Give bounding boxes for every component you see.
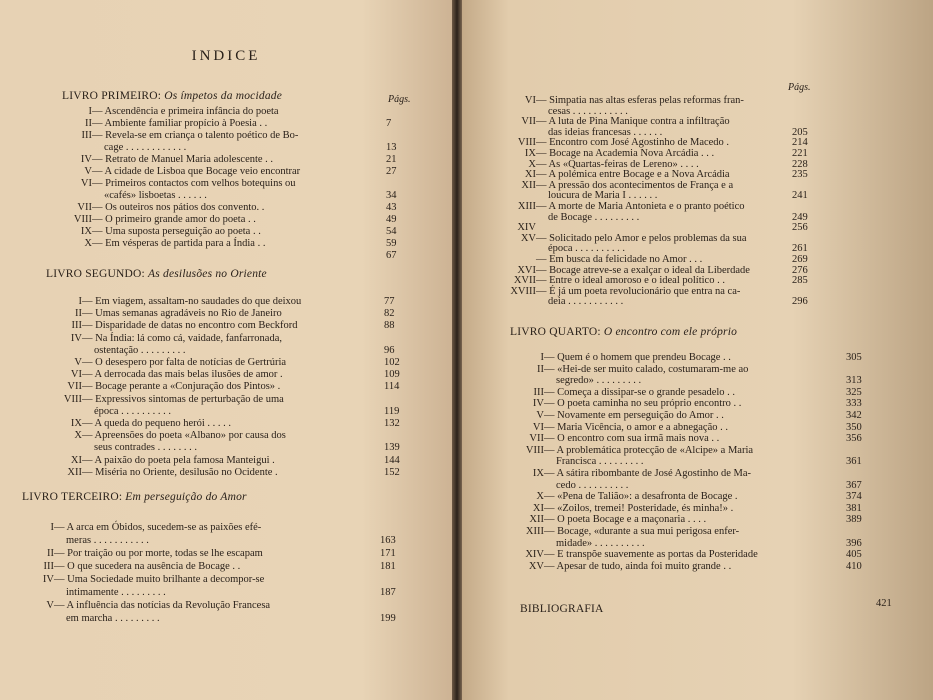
toc-entry-page: 132 bbox=[384, 418, 400, 429]
toc-entry-number: II bbox=[85, 118, 92, 129]
toc-entry-page: 221 bbox=[792, 148, 808, 159]
book1-subtitle: Os ímpetos da mocidade bbox=[164, 90, 283, 102]
toc-entry-number: VIII bbox=[525, 444, 544, 456]
toc-entry bbox=[492, 502, 862, 515]
toc-entry-title: — A derrocada das mais belas ilusões de amor . bbox=[82, 369, 283, 381]
toc-entry bbox=[484, 285, 808, 308]
toc-entry bbox=[54, 250, 397, 262]
pages-label-left: Págs. bbox=[388, 94, 411, 105]
toc-entry-title: — Encontro com José Agostinho de Macedo . bbox=[536, 137, 730, 149]
toc-entry-title: — Retrato de Manuel Maria adolescente . . bbox=[92, 154, 274, 165]
book3-subtitle: Em perseguição do Amor bbox=[125, 491, 247, 503]
toc-entry-page: 171 bbox=[380, 548, 396, 559]
book2-heading bbox=[46, 268, 267, 280]
toc-entry bbox=[44, 393, 400, 418]
index-title: INDICE bbox=[191, 48, 261, 64]
toc-entry-number: IX bbox=[524, 148, 536, 159]
toc-entry-title: — O que sucedera na ausência de Bocage . . bbox=[54, 561, 241, 572]
toc-entry-page: 21 bbox=[386, 154, 397, 165]
toc-entry bbox=[44, 296, 395, 308]
toc-entry-title: — É já um poeta revolucionário que entra na ca- bbox=[536, 285, 741, 297]
toc-entry-number: XI bbox=[524, 169, 536, 181]
toc-entry-number: III bbox=[533, 386, 544, 398]
toc-entry-page: 54 bbox=[386, 226, 397, 237]
toc-entry-title: — Revela-se em criança o talento poético de Bo- bbox=[92, 130, 299, 141]
toc-entry-continuation: época . . . . . . . . . . bbox=[548, 243, 625, 255]
toc-entry bbox=[20, 560, 396, 573]
toc-entry-page: 285 bbox=[792, 275, 808, 287]
toc-entry-page: 43 bbox=[386, 202, 397, 213]
toc-entry bbox=[492, 386, 862, 399]
toc-entry-page: 313 bbox=[846, 375, 862, 387]
toc-entry bbox=[44, 320, 395, 332]
toc-entry-title: — A queda do pequeno herói . . . . . bbox=[82, 418, 232, 429]
toc-entry-title: — «Hei-de ser muito calado, costumaram-me ao bbox=[544, 363, 749, 375]
toc-entry bbox=[20, 599, 396, 625]
toc-entry-number: XIV bbox=[525, 549, 544, 561]
toc-entry-title: — Em busca da felicidade no Amor . . . bbox=[536, 254, 703, 265]
toc-entry-number: VI bbox=[532, 421, 544, 433]
toc-entry bbox=[44, 308, 395, 320]
toc-entry-page: 381 bbox=[846, 502, 862, 514]
toc-entry-title: — Simpatia nas altas esferas pelas reformas fran- bbox=[536, 95, 744, 106]
toc-entry-title: — «Pena de Talião»: a desafronta de Bocage . bbox=[544, 491, 738, 503]
toc-entry-title: — Bocage, «durante a sua mui perigosa enfer- bbox=[544, 526, 740, 537]
toc-entry bbox=[54, 202, 397, 214]
toc-entry-page: 181 bbox=[380, 561, 396, 572]
toc-entry-title: — Apreensões do poeta «Albano» por causa dos bbox=[82, 430, 286, 442]
toc-entry-title: — A paixão do poeta pela famosa Manteigui . bbox=[82, 454, 275, 466]
toc-entry-continuation: época . . . . . . . . . . bbox=[94, 405, 171, 417]
toc-entry-page: 77 bbox=[384, 296, 395, 307]
book-gutter bbox=[452, 0, 462, 700]
toc-entry-number: V bbox=[74, 357, 82, 368]
toc-entry-number: X bbox=[84, 238, 92, 249]
toc-entry bbox=[44, 357, 400, 369]
toc-entry-number: XI bbox=[70, 454, 82, 466]
toc-entry-page: 367 bbox=[846, 479, 862, 491]
toc-entry bbox=[484, 201, 808, 223]
toc-entry-number: V bbox=[84, 166, 92, 177]
toc-entry-title: — O encontro com sua irmã mais nova . . bbox=[544, 433, 720, 445]
toc-entry bbox=[44, 418, 400, 430]
toc-entry-title: — As «Quartas-feiras de Lereno» . . . . bbox=[536, 158, 699, 170]
toc-entry-title: — O poeta caminha no seu próprio encontro . . bbox=[544, 398, 742, 410]
toc-entry-page: 214 bbox=[792, 137, 808, 149]
toc-entry-page: 342 bbox=[846, 410, 862, 421]
toc-entry-page: 261 bbox=[792, 243, 808, 255]
toc-entry-page: 13 bbox=[386, 142, 397, 153]
toc-entry bbox=[54, 106, 279, 118]
toc-entry-title: — O desespero por falta de notícias de Gertrúria bbox=[82, 357, 287, 368]
toc-entry-title: — «Zoilos, tremei! Posteridade, és minha!» . bbox=[544, 502, 734, 514]
toc-entry-continuation: cedo . . . . . . . . . . bbox=[556, 479, 629, 491]
book4-subtitle: O encontro com ele próprio bbox=[603, 326, 738, 338]
toc-entry-page: 256 bbox=[792, 222, 808, 234]
toc-entry bbox=[44, 430, 400, 454]
toc-entry-page: 163 bbox=[380, 535, 396, 546]
toc-entry-title: — Miséria no Oriente, desilusão no Ocidente . bbox=[82, 466, 278, 478]
toc-entry-continuation: seus contrades . . . . . . . . bbox=[94, 442, 197, 454]
toc-entry bbox=[54, 166, 397, 178]
toc-entry-number: XV bbox=[520, 232, 536, 244]
book2-label: LIVRO SEGUNDO: bbox=[46, 268, 145, 280]
toc-entry bbox=[492, 363, 862, 387]
toc-entry-page: 119 bbox=[384, 405, 400, 417]
toc-entry bbox=[44, 466, 400, 479]
toc-entry-title: — A pressão dos acontecimentos de França e a bbox=[536, 179, 734, 191]
toc-entry bbox=[492, 560, 862, 573]
toc-entry-number: XII bbox=[67, 466, 82, 478]
toc-entry-page: 199 bbox=[380, 613, 396, 624]
toc-entry bbox=[44, 332, 395, 357]
toc-entry-number: V bbox=[46, 600, 54, 611]
book3-heading bbox=[22, 491, 247, 503]
book1-label: LIVRO PRIMEIRO: bbox=[62, 90, 162, 102]
toc-entry-page: 305 bbox=[846, 352, 862, 363]
toc-entry-page: 114 bbox=[384, 381, 400, 393]
toc-entry bbox=[492, 421, 862, 434]
toc-entry-title: — Quem é o homem que prendeu Bocage . . bbox=[544, 352, 731, 363]
book3-label: LIVRO TERCEIRO: bbox=[22, 491, 123, 503]
toc-entry-number: VI bbox=[524, 95, 536, 106]
toc-entry-number: X bbox=[536, 491, 544, 503]
toc-entry-title: — Na Índia: lá como cá, vaidade, fanfarronada, bbox=[82, 332, 282, 344]
toc-entry bbox=[44, 369, 400, 381]
toc-entry-continuation: «cafés» lisboetas . . . . . . bbox=[104, 190, 207, 201]
toc-entry-continuation: em marcha . . . . . . . . . bbox=[66, 613, 160, 624]
toc-entry-page: 34 bbox=[386, 190, 397, 201]
toc-entry-number: I bbox=[88, 106, 92, 117]
toc-entry-page: 235 bbox=[792, 169, 808, 181]
toc-entry bbox=[492, 352, 862, 364]
toc-entry bbox=[492, 444, 862, 468]
toc-entry bbox=[492, 410, 862, 422]
toc-entry-page: 410 bbox=[846, 560, 862, 572]
toc-entry-title: — E transpõe suavemente as portas da Posteridade bbox=[544, 549, 758, 561]
toc-entry-title: — Apesar de tudo, ainda foi muito grande . . bbox=[544, 560, 732, 572]
toc-entry-page: 389 bbox=[846, 514, 862, 526]
toc-entry-continuation: ostentação . . . . . . . . . bbox=[94, 344, 186, 356]
toc-entry-page: 361 bbox=[846, 456, 862, 468]
toc-entry-page: 152 bbox=[384, 466, 400, 478]
toc-entry bbox=[484, 96, 744, 117]
book4-label: LIVRO QUARTO: bbox=[510, 326, 601, 338]
toc-entry-title: — Entre o ideal amoroso e o ideal político . . bbox=[536, 275, 725, 287]
toc-entry-number: XVIII bbox=[510, 285, 536, 297]
toc-entry-number: VI bbox=[80, 178, 92, 189]
toc-entry-continuation: loucura de Maria I . . . . . . bbox=[548, 190, 658, 202]
toc-entry-number: IX bbox=[70, 418, 82, 429]
toc-entry bbox=[54, 118, 392, 130]
toc-entry-continuation: midade» . . . . . . . . . . bbox=[556, 537, 645, 549]
book1-heading bbox=[62, 90, 282, 102]
toc-entry-number: II bbox=[75, 308, 82, 320]
toc-entry-title: — A luta de Pina Manique contra a infiltração bbox=[536, 116, 730, 128]
bibliography-heading bbox=[520, 603, 604, 615]
toc-entry-title: — Novamente em perseguição do Amor . . bbox=[544, 410, 724, 421]
toc-entry-title: — Em vésperas de partida para a Índia . . bbox=[92, 238, 266, 249]
right-page bbox=[462, 0, 933, 700]
toc-entry-page: 205 bbox=[792, 126, 808, 138]
toc-entry-title: — O primeiro grande amor do poeta . . bbox=[92, 214, 256, 225]
toc-entry-number: IX bbox=[80, 226, 92, 237]
toc-entry-page: 241 bbox=[792, 190, 808, 202]
toc-entry-continuation: meras . . . . . . . . . . . bbox=[66, 535, 149, 546]
toc-entry-number: VIII bbox=[517, 137, 536, 149]
book4-heading bbox=[510, 326, 737, 338]
toc-entry-number: IV bbox=[70, 332, 82, 344]
toc-entry-title: — Solicitado pelo Amor e pelos problemas da sua bbox=[536, 232, 747, 244]
toc-entry-number: VII bbox=[529, 433, 544, 445]
toc-entry-page: 276 bbox=[792, 264, 808, 276]
toc-entry bbox=[492, 433, 862, 445]
toc-entry-title: — Os outeiros nos pátios dos convento. . bbox=[92, 202, 265, 213]
toc-entry-page: 49 bbox=[386, 214, 397, 225]
toc-entry-title: — Bocage atreve-se a exalçar o ideal da Liberdade bbox=[536, 264, 750, 276]
toc-entry-page: 325 bbox=[846, 386, 862, 398]
toc-entry-continuation: segredo» . . . . . . . . . bbox=[556, 375, 642, 387]
toc-entry-title: — Ascendência e primeira infância do poeta bbox=[92, 106, 279, 117]
toc-entry-page: 296 bbox=[792, 296, 808, 308]
toc-entry-title: — A sátira ribombante de José Agostinho de Ma- bbox=[544, 468, 752, 479]
toc-entry-number: XVI bbox=[517, 264, 536, 276]
toc-entry-page: 228 bbox=[792, 158, 808, 170]
toc-entry-page: 396 bbox=[846, 537, 862, 549]
toc-entry-continuation: intimamente . . . . . . . . . bbox=[66, 587, 166, 598]
bibliography-page: 421 bbox=[876, 598, 892, 609]
toc-entry-continuation: cesas . . . . . . . . . . . bbox=[548, 105, 628, 117]
toc-entry-title: — Umas semanas agradáveis no Rio de Janeiro bbox=[82, 308, 282, 320]
toc-entry-title: — Uma suposta perseguição ao poeta . . bbox=[92, 226, 261, 237]
toc-entry-number: I bbox=[540, 352, 544, 363]
toc-entry-continuation: das ideias francesas . . . . . . bbox=[548, 126, 663, 138]
toc-entry-number: III bbox=[71, 320, 82, 332]
toc-entry bbox=[54, 226, 397, 238]
toc-entry bbox=[492, 514, 862, 526]
toc-entry-page: 187 bbox=[380, 587, 396, 598]
toc-entry-title: — Disparidade de datas no encontro com Beckford bbox=[82, 320, 298, 332]
toc-entry-page: 109 bbox=[384, 369, 400, 381]
toc-entry-number: VI bbox=[70, 369, 82, 381]
bibliography-label: BIBLIOGRAFIA bbox=[520, 603, 604, 615]
toc-entry bbox=[484, 179, 808, 202]
toc-entry-page: 67 bbox=[386, 250, 397, 261]
toc-entry bbox=[44, 454, 400, 467]
toc-entry bbox=[492, 398, 862, 410]
toc-entry-number: X bbox=[528, 158, 536, 170]
toc-entry-number: IV bbox=[42, 574, 54, 585]
toc-entry bbox=[492, 491, 862, 503]
toc-entry-number: I bbox=[78, 296, 82, 307]
toc-entry-page: 269 bbox=[792, 254, 808, 265]
book2-subtitle: As desilusões no Oriente bbox=[148, 268, 267, 280]
toc-entry-page: 59 bbox=[386, 238, 397, 249]
toc-entry-title: — Primeiros contactos com velhos botequins ou bbox=[92, 178, 296, 189]
toc-entry bbox=[54, 238, 397, 250]
toc-entry-page: 102 bbox=[384, 357, 400, 368]
toc-entry-page: 333 bbox=[846, 398, 862, 410]
toc-entry bbox=[484, 116, 808, 138]
toc-entry-title: — Maria Vicência, o amor e a abnegação . . bbox=[544, 421, 729, 433]
toc-entry bbox=[492, 549, 862, 561]
toc-entry-number: II bbox=[537, 363, 544, 375]
toc-entry bbox=[20, 547, 396, 560]
toc-entry-number: XVII bbox=[513, 275, 536, 287]
toc-entry-number: I bbox=[50, 522, 54, 533]
toc-entry-page: 374 bbox=[846, 491, 862, 503]
toc-entry-number: XII bbox=[521, 179, 536, 191]
toc-entry-page: 96 bbox=[384, 344, 395, 356]
toc-entry bbox=[44, 381, 400, 393]
toc-entry-number: XI bbox=[532, 502, 544, 514]
toc-entry-number: VII bbox=[67, 381, 82, 393]
toc-entry-title: — Começa a dissipar-se o grande pesadelo . . bbox=[544, 386, 736, 398]
toc-entry-continuation: deia . . . . . . . . . . . bbox=[548, 296, 624, 308]
toc-entry-page: 82 bbox=[384, 308, 395, 320]
toc-entry-number: IV bbox=[532, 398, 544, 410]
toc-entry-number: XII bbox=[529, 514, 544, 526]
toc-entry-title: — A arca em Óbidos, sucedem-se as paixões efé- bbox=[54, 522, 262, 533]
toc-entry-title: — Uma Sociedade muito brilhante a decompor-se bbox=[54, 574, 265, 585]
toc-entry-number: II bbox=[47, 548, 54, 559]
toc-entry-number: XIII bbox=[517, 201, 536, 212]
toc-entry-page: 88 bbox=[384, 320, 395, 332]
toc-entry-title: — Em viagem, assaltam-no saudades do que deixou bbox=[82, 296, 302, 307]
toc-entry-number: XV bbox=[528, 560, 544, 572]
toc-entry-number: X bbox=[74, 430, 82, 442]
toc-entry-number: V bbox=[536, 410, 544, 421]
toc-entry-title: — A morte de Maria Antonieta e o pranto poético bbox=[536, 201, 745, 212]
toc-entry-title: — Expressivos sintomas de perturbação de uma bbox=[82, 393, 284, 405]
toc-entry-number: VII bbox=[77, 202, 92, 213]
toc-entry-number: III bbox=[43, 561, 54, 572]
left-page bbox=[0, 0, 452, 700]
toc-entry bbox=[54, 130, 397, 154]
toc-entry-continuation: Francisca . . . . . . . . . bbox=[556, 456, 644, 468]
toc-entry-title: — Bocage na Academia Nova Arcádia . . . bbox=[536, 148, 715, 159]
toc-entry-title: — Por traição ou por morte, todas se lhe escapam bbox=[54, 548, 263, 559]
toc-entry-title: — Bocage perante a «Conjuração dos Pintos» . bbox=[82, 381, 281, 393]
toc-entry-number: VII bbox=[521, 116, 536, 128]
toc-entry-number: XIII bbox=[525, 526, 544, 537]
toc-entry bbox=[20, 573, 396, 599]
toc-entry bbox=[54, 154, 397, 166]
toc-entry-number: VIII bbox=[73, 214, 92, 225]
toc-entry bbox=[492, 526, 862, 549]
toc-entry-number: VIII bbox=[63, 393, 82, 405]
toc-entry-number: IV bbox=[80, 154, 92, 165]
toc-entry bbox=[54, 178, 397, 202]
toc-entry bbox=[492, 468, 862, 491]
toc-entry-page: 144 bbox=[384, 454, 400, 466]
toc-entry bbox=[54, 214, 397, 226]
toc-entry-page: 350 bbox=[846, 421, 862, 433]
toc-entry-number: IX bbox=[532, 468, 544, 479]
toc-entry-title: — O poeta Bocage e a maçonaria . . . . bbox=[544, 514, 707, 526]
toc-entry-title: — A problemática protecção de «Alcipe» a Maria bbox=[544, 444, 754, 456]
toc-entry-page: 356 bbox=[846, 433, 862, 445]
toc-entry-title: — A polémica entre Bocage e a Nova Arcádia bbox=[536, 169, 730, 181]
toc-entry-page: 249 bbox=[792, 211, 808, 223]
toc-entry-title: — A cidade de Lisboa que Bocage veio encontrar bbox=[92, 166, 301, 177]
pages-label-right: Págs. bbox=[788, 82, 811, 93]
toc-entry-title: — Ambiente familiar propício à Poesia . . bbox=[92, 118, 268, 129]
toc-entry bbox=[484, 232, 808, 255]
toc-entry-continuation: de Bocage . . . . . . . . . bbox=[548, 211, 640, 223]
toc-entry-page: 139 bbox=[384, 442, 400, 454]
toc-entry-page: 7 bbox=[386, 118, 392, 129]
toc-entry bbox=[20, 521, 396, 547]
toc-entry-page: 405 bbox=[846, 549, 862, 561]
toc-entry-number: XIV bbox=[517, 222, 536, 234]
toc-entry-number: III bbox=[81, 130, 92, 141]
toc-entry-title: — A influência das notícias da Revolução Francesa bbox=[54, 600, 271, 611]
toc-entry-continuation: cage . . . . . . . . . . . . bbox=[104, 142, 187, 153]
toc-entry-page: 27 bbox=[386, 166, 397, 177]
